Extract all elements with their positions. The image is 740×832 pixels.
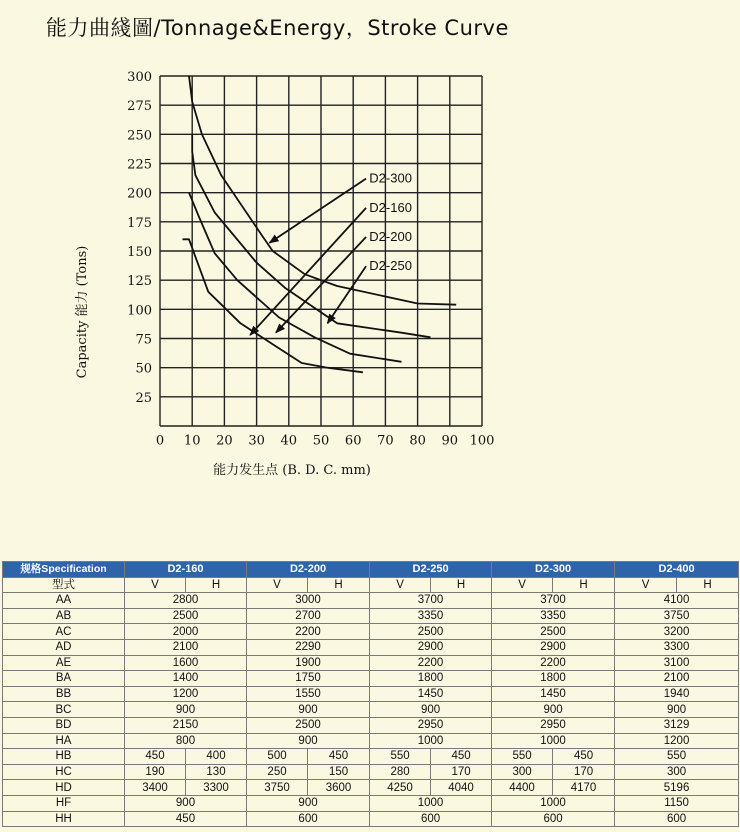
x-tick-label: 100 bbox=[469, 433, 495, 449]
table-cell: 900 bbox=[492, 702, 615, 718]
row-label: HD bbox=[3, 780, 125, 796]
curve-d2-250 bbox=[183, 239, 363, 372]
row-label: AB bbox=[3, 608, 125, 624]
table-cell: 2500 bbox=[125, 608, 247, 624]
page-title: 能力曲綫圖/Tonnage&Energy，Stroke Curve bbox=[46, 16, 509, 40]
table-cell: 3700 bbox=[370, 593, 492, 609]
type-cell: V bbox=[370, 577, 431, 593]
table-cell: 170 bbox=[553, 764, 615, 780]
curve-d2-200 bbox=[189, 193, 402, 362]
table-cell: 300 bbox=[492, 764, 553, 780]
table-cell: 2700 bbox=[247, 608, 370, 624]
row-label: HH bbox=[3, 811, 125, 827]
model-header: D2-250 bbox=[370, 562, 492, 578]
x-tick-label: 80 bbox=[409, 433, 426, 449]
table-cell: 900 bbox=[247, 795, 370, 811]
table-cell: 1200 bbox=[125, 686, 247, 702]
table-row bbox=[3, 655, 739, 671]
y-tick-label: 300 bbox=[127, 70, 152, 85]
x-tick-label: 20 bbox=[216, 433, 233, 449]
type-cell: V bbox=[125, 577, 186, 593]
table-cell: 1400 bbox=[125, 671, 247, 687]
x-tick-label: 90 bbox=[441, 433, 459, 449]
table-cell: 2100 bbox=[125, 639, 247, 655]
type-cell: H bbox=[431, 577, 492, 593]
series-label: D2-160 bbox=[369, 199, 412, 215]
table-cell: 2900 bbox=[492, 639, 615, 655]
table-cell: 3700 bbox=[492, 593, 615, 609]
row-label: AE bbox=[3, 655, 125, 671]
model-header: D2-160 bbox=[125, 562, 247, 578]
table-cell: 550 bbox=[492, 749, 553, 765]
table-cell: 2290 bbox=[247, 639, 370, 655]
table-cell: 3350 bbox=[492, 608, 615, 624]
table-row bbox=[3, 671, 739, 687]
table-row bbox=[3, 764, 739, 780]
table-cell: 3200 bbox=[615, 624, 739, 640]
table-cell: 600 bbox=[615, 811, 739, 827]
table-cell: 3400 bbox=[125, 780, 186, 796]
spec-header: 规格Specification bbox=[3, 562, 125, 578]
x-tick-label: 30 bbox=[248, 433, 265, 449]
table-cell: 800 bbox=[125, 733, 247, 749]
y-tick-label: 125 bbox=[127, 274, 152, 290]
table-cell: 1750 bbox=[247, 671, 370, 687]
table-cell: 600 bbox=[370, 811, 492, 827]
table-cell: 550 bbox=[615, 749, 739, 765]
table-cell: 450 bbox=[125, 811, 247, 827]
y-tick-label: 225 bbox=[127, 157, 152, 173]
table-cell: 900 bbox=[247, 733, 370, 749]
type-cell: V bbox=[615, 577, 677, 593]
table-cell: 5196 bbox=[615, 780, 739, 796]
table-row bbox=[3, 686, 739, 702]
row-label: BC bbox=[3, 702, 125, 718]
table-cell: 3129 bbox=[615, 717, 739, 733]
row-label: AA bbox=[3, 593, 125, 609]
table-cell: 4040 bbox=[431, 780, 492, 796]
x-tick-label: 70 bbox=[377, 433, 394, 449]
y-tick-label: 50 bbox=[135, 361, 152, 377]
table-cell: 190 bbox=[125, 764, 186, 780]
row-label: HA bbox=[3, 733, 125, 749]
type-row bbox=[3, 577, 739, 593]
series-label: D2-200 bbox=[369, 229, 412, 244]
x-axis-label: 能力发生点 (B. D. C. mm) bbox=[213, 463, 371, 478]
type-label: 型式 bbox=[3, 577, 125, 593]
table-cell: 3300 bbox=[615, 639, 739, 655]
table-row bbox=[3, 733, 739, 749]
table-cell: 3000 bbox=[247, 593, 370, 609]
x-tick-label: 0 bbox=[155, 433, 165, 449]
table-cell: 2800 bbox=[125, 593, 247, 609]
x-tick-label: 10 bbox=[183, 433, 201, 449]
table-cell: 3600 bbox=[308, 780, 370, 796]
table-cell: 2500 bbox=[492, 624, 615, 640]
table-row bbox=[3, 811, 739, 827]
x-tick-label: 40 bbox=[280, 433, 298, 449]
table-row bbox=[3, 717, 739, 733]
table-cell: 2500 bbox=[247, 717, 370, 733]
table-cell: 900 bbox=[370, 702, 492, 718]
table-cell: 4400 bbox=[492, 780, 553, 796]
y-tick-label: 200 bbox=[127, 186, 152, 202]
series-label: D2-300 bbox=[369, 170, 412, 186]
table-cell: 1200 bbox=[615, 733, 739, 749]
row-label: HF bbox=[3, 795, 125, 811]
table-cell: 1900 bbox=[247, 655, 370, 671]
table-cell: 1000 bbox=[492, 795, 615, 811]
row-label: AD bbox=[3, 639, 125, 655]
table-cell: 400 bbox=[186, 749, 247, 765]
table-cell: 1450 bbox=[370, 686, 492, 702]
table-cell: 1450 bbox=[492, 686, 615, 702]
table-cell: 900 bbox=[247, 702, 370, 718]
y-tick-label: 100 bbox=[127, 303, 152, 319]
table-cell: 1150 bbox=[615, 795, 739, 811]
type-cell: V bbox=[247, 577, 308, 593]
table-cell: 3300 bbox=[186, 780, 247, 796]
x-tick-label: 50 bbox=[312, 433, 330, 449]
table-cell: 900 bbox=[125, 795, 247, 811]
table-cell: 4170 bbox=[553, 780, 615, 796]
table-row bbox=[3, 608, 739, 624]
table-cell: 450 bbox=[125, 749, 186, 765]
table-cell: 500 bbox=[247, 749, 308, 765]
type-cell: H bbox=[677, 577, 739, 593]
series-label: D2-250 bbox=[369, 258, 412, 274]
model-header: D2-300 bbox=[492, 562, 615, 578]
table-cell: 450 bbox=[553, 749, 615, 765]
table-cell: 1000 bbox=[370, 795, 492, 811]
table-cell: 2100 bbox=[615, 671, 739, 687]
annotation-arrow bbox=[269, 179, 366, 243]
table-cell: 3350 bbox=[370, 608, 492, 624]
y-tick-label: 75 bbox=[135, 332, 152, 348]
table-cell: 3100 bbox=[615, 655, 739, 671]
type-cell: H bbox=[553, 577, 615, 593]
table-cell: 2200 bbox=[492, 655, 615, 671]
row-label: AC bbox=[3, 624, 125, 640]
table-cell: 2200 bbox=[247, 624, 370, 640]
table-cell: 170 bbox=[431, 764, 492, 780]
table-cell: 250 bbox=[247, 764, 308, 780]
table-cell: 130 bbox=[186, 764, 247, 780]
table-cell: 1000 bbox=[492, 733, 615, 749]
table-cell: 2950 bbox=[492, 717, 615, 733]
table-row bbox=[3, 624, 739, 640]
table-cell: 450 bbox=[308, 749, 370, 765]
table-cell: 900 bbox=[125, 702, 247, 718]
table-header-row bbox=[3, 562, 739, 578]
table-cell: 1800 bbox=[370, 671, 492, 687]
model-header: D2-400 bbox=[615, 562, 739, 578]
table-row bbox=[3, 702, 739, 718]
annotation-arrow bbox=[327, 266, 366, 323]
row-label: BA bbox=[3, 671, 125, 687]
table-row bbox=[3, 593, 739, 609]
y-axis-label: Capacity 能力 (Tons) bbox=[75, 245, 90, 379]
table-cell: 1800 bbox=[492, 671, 615, 687]
type-cell: V bbox=[492, 577, 553, 593]
table-cell: 4250 bbox=[370, 780, 431, 796]
row-label: HC bbox=[3, 764, 125, 780]
table-row bbox=[3, 780, 739, 796]
table-cell: 2900 bbox=[370, 639, 492, 655]
y-tick-label: 250 bbox=[127, 128, 152, 144]
specification-table bbox=[2, 561, 739, 827]
y-tick-label: 150 bbox=[127, 245, 152, 260]
table-cell: 2500 bbox=[370, 624, 492, 640]
table-cell: 4100 bbox=[615, 593, 739, 609]
model-header: D2-200 bbox=[247, 562, 370, 578]
table-cell: 600 bbox=[247, 811, 370, 827]
table-row bbox=[3, 795, 739, 811]
table-cell: 1940 bbox=[615, 686, 739, 702]
y-tick-label: 175 bbox=[127, 215, 152, 231]
table-cell: 1550 bbox=[247, 686, 370, 702]
type-cell: H bbox=[308, 577, 370, 593]
row-label: BD bbox=[3, 717, 125, 733]
table-cell: 3750 bbox=[247, 780, 308, 796]
y-tick-label: 275 bbox=[127, 99, 152, 115]
table-row bbox=[3, 639, 739, 655]
table-cell: 900 bbox=[615, 702, 739, 718]
table-cell: 1600 bbox=[125, 655, 247, 671]
y-tick-label: 25 bbox=[135, 390, 152, 406]
table-cell: 550 bbox=[370, 749, 431, 765]
table-cell: 2000 bbox=[125, 624, 247, 640]
row-label: BB bbox=[3, 686, 125, 702]
table-cell: 150 bbox=[308, 764, 370, 780]
table-cell: 2200 bbox=[370, 655, 492, 671]
table-cell: 3750 bbox=[615, 608, 739, 624]
table-cell: 1000 bbox=[370, 733, 492, 749]
table-row bbox=[3, 749, 739, 765]
x-tick-label: 60 bbox=[344, 433, 362, 449]
table-cell: 2950 bbox=[370, 717, 492, 733]
tonnage-stroke-chart bbox=[0, 40, 740, 500]
table-cell: 280 bbox=[370, 764, 431, 780]
row-label: HB bbox=[3, 749, 125, 765]
table-cell: 2150 bbox=[125, 717, 247, 733]
table-cell: 450 bbox=[431, 749, 492, 765]
table-cell: 600 bbox=[492, 811, 615, 827]
table-cell: 300 bbox=[615, 764, 739, 780]
type-cell: H bbox=[186, 577, 247, 593]
